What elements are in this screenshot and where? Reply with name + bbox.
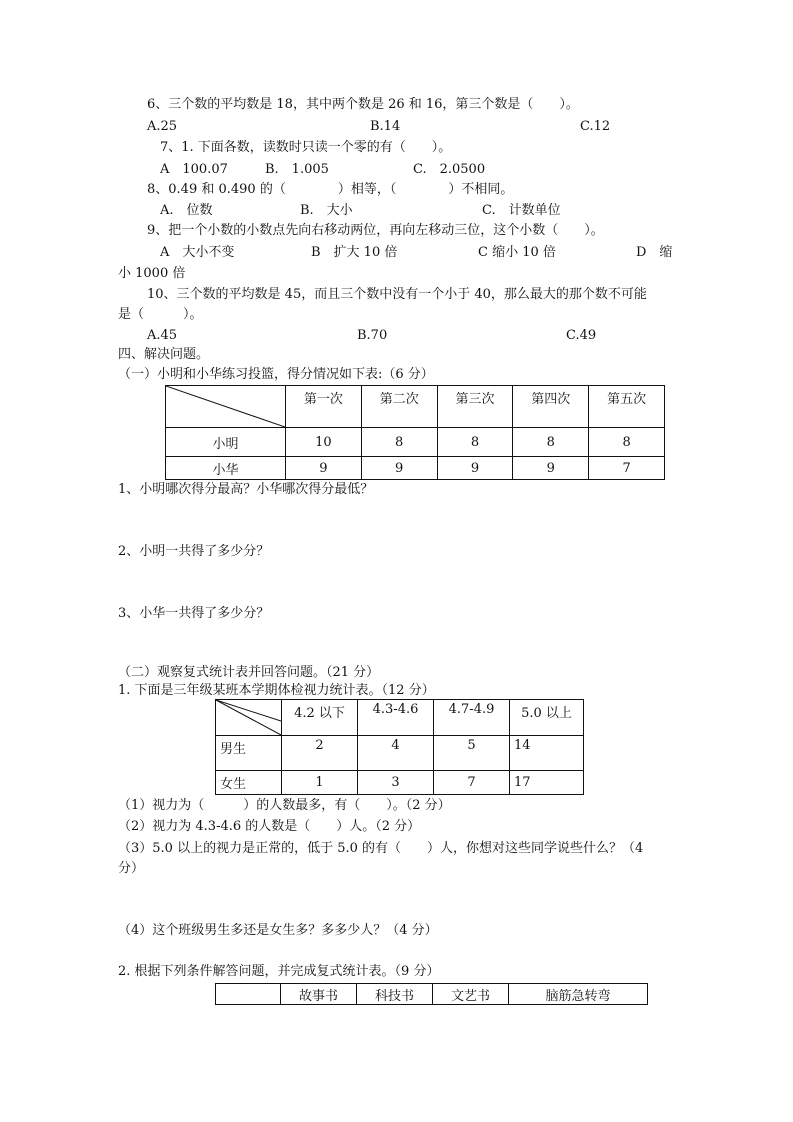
- table-cell: 9: [437, 457, 513, 480]
- table-cell: 1: [282, 771, 358, 795]
- q10-text: 10、三个数的平均数是 45，而且三个数中没有一个小于 40，那么最大的那个数不可能: [147, 287, 647, 302]
- table-cell: 4: [358, 736, 434, 771]
- column-header: 第一次: [286, 386, 362, 428]
- column-header: 4.2 以下: [282, 700, 358, 736]
- q9-option-a: A 大小不变: [160, 245, 235, 260]
- column-header: 4.3-4.6: [358, 700, 434, 736]
- table-row: [216, 771, 584, 795]
- q8-option-a: A. 位数: [160, 203, 213, 218]
- q7-text: 7、1. 下面各数，读数时只读一个零的有（ ）。: [160, 140, 452, 155]
- q10-option-a: A.45: [147, 328, 178, 343]
- part1-title: （一）小明和小华练习投篮，得分情况如下表:（6 分）: [118, 367, 434, 382]
- part2-title: （二）观察复式统计表并回答问题。（21 分）: [118, 665, 380, 680]
- part1-question-3: 3、小华一共得了多少分？: [118, 606, 270, 621]
- column-header: 4.7-4.9: [434, 700, 510, 736]
- table-cell: 9: [361, 457, 437, 480]
- table-header-row: [166, 386, 665, 428]
- q9-text: 9、把一个小数的小数点先向右移动两位，再向左移动三位，这个小数（ ）。: [147, 223, 604, 238]
- q6-text: 6、三个数的平均数是 18，其中两个数是 26 和 16，第三个数是（ ）。: [147, 97, 579, 112]
- table-cell: 5: [434, 736, 510, 771]
- table-row: [166, 428, 665, 457]
- table-cell: 14: [510, 736, 584, 771]
- q6-option-a: A.25: [147, 119, 178, 134]
- table-header-row: [216, 700, 584, 736]
- q7-option-b: B. 1.005: [265, 162, 329, 177]
- diagonal-header-cell: [216, 700, 282, 736]
- table-cell: 7: [589, 457, 665, 480]
- q10-text-continued: 是（ ）。: [118, 307, 203, 322]
- table-cell: 2: [282, 736, 358, 771]
- row-header: 女生: [216, 771, 282, 795]
- table-cell: 8: [589, 428, 665, 457]
- table-cell: 17: [510, 771, 584, 795]
- column-header: 第五次: [589, 386, 665, 428]
- part1-question-2: 2、小明一共得了多少分？: [118, 544, 270, 559]
- row-header: 小华: [166, 457, 286, 480]
- diagonal-line: [166, 386, 285, 427]
- table-row: [166, 457, 665, 480]
- diagonal-header-cell: [166, 386, 286, 428]
- part2-table1-title: 1. 下面是三年级某班本学期体检视力统计表。（12 分）: [118, 683, 435, 698]
- column-header: 第三次: [437, 386, 513, 428]
- q8-option-c: C. 计数单位: [482, 203, 561, 218]
- part2-table2-title: 2. 根据下列条件解答问题，并完成复式统计表。（9 分）: [118, 964, 440, 979]
- column-header: 科技书: [357, 984, 433, 1005]
- q8-text: 8、0.49 和 0.490 的（ ）相等，（ ）不相同。: [147, 182, 514, 197]
- q7-option-c: C. 2.0500: [413, 162, 486, 177]
- column-header: 第四次: [513, 386, 589, 428]
- table-cell: 9: [513, 457, 589, 480]
- table-cell: 3: [358, 771, 434, 795]
- q10-option-c: C.49: [566, 328, 597, 343]
- diagonal-lines: [216, 700, 281, 735]
- vision-stats-table: [215, 699, 584, 795]
- part1-question-1: 1、小明哪次得分最高？小华哪次得分最低？: [118, 482, 374, 497]
- table-cell: 8: [437, 428, 513, 457]
- column-header: 文艺书: [433, 984, 509, 1005]
- q9-option-d-continued: 小 1000 倍: [118, 266, 186, 281]
- column-header: 5.0 以上: [510, 700, 584, 736]
- column-header: 故事书: [281, 984, 357, 1005]
- table-cell: 10: [286, 428, 362, 457]
- column-header: 脑筋急转弯: [509, 984, 648, 1005]
- table-cell: 8: [361, 428, 437, 457]
- column-header: 第二次: [361, 386, 437, 428]
- table-row: [216, 736, 584, 771]
- blank-corner-cell: [216, 984, 281, 1005]
- subquestion-1: （1）视力为（ ）的人数最多，有（ ）。（2 分）: [118, 798, 451, 813]
- q6-option-b: B.14: [370, 119, 401, 134]
- q6-option-c: C.12: [580, 119, 611, 134]
- basketball-score-table: [165, 385, 665, 480]
- row-header: 男生: [216, 736, 282, 771]
- table-cell: 7: [434, 771, 510, 795]
- q9-option-b: B 扩大 10 倍: [311, 245, 398, 260]
- q8-option-b: B. 大小: [300, 203, 353, 218]
- subquestion-4: （4）这个班级男生多还是女生多？多多少人？（4 分）: [118, 923, 438, 938]
- subquestion-3-continued: 分）: [118, 861, 145, 876]
- q9-option-c: C 缩小 10 倍: [478, 245, 556, 260]
- subquestion-3: （3）5.0 以上的视力是正常的，低于 5.0 的有（ ）人，你想对这些同学说些什么？（4: [118, 841, 644, 856]
- q7-option-a: A 100.07: [160, 162, 228, 177]
- section-title: 四、解决问题。: [118, 347, 210, 362]
- q9-option-d: D 缩: [636, 245, 673, 260]
- table-cell: 8: [513, 428, 589, 457]
- table-header-row: [216, 984, 648, 1005]
- table-cell: 9: [286, 457, 362, 480]
- q10-option-b: B.70: [357, 328, 388, 343]
- subquestion-2: （2）视力为 4.3-4.6 的人数是（ ）人。（2 分）: [118, 819, 421, 834]
- book-stats-table: [215, 983, 648, 1005]
- row-header: 小明: [166, 428, 286, 457]
